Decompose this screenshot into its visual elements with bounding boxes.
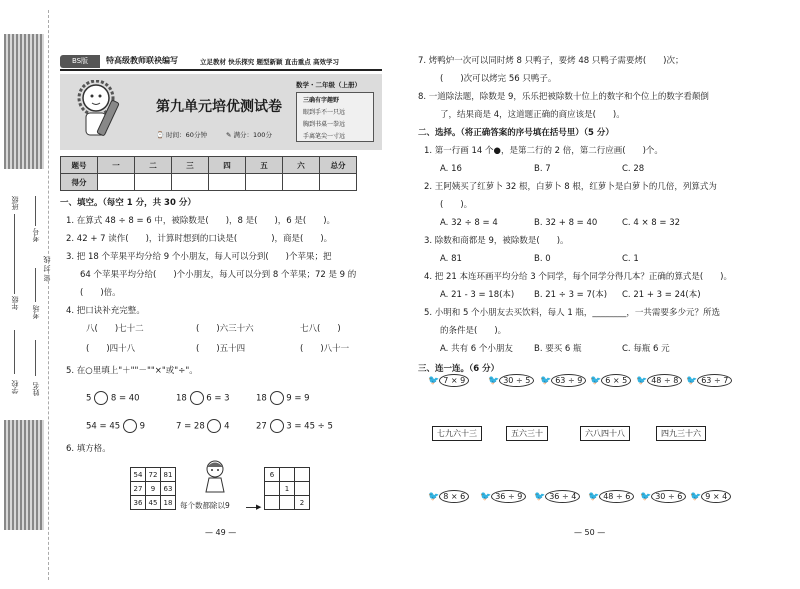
sidebar-label-grade: 年级 (11, 296, 19, 310)
rhyme-box[interactable]: 六八四十八 (580, 426, 630, 441)
operator-equation (256, 419, 333, 433)
exam-time-text: 时间：60分钟 (166, 131, 207, 139)
sidebar-blank-line (14, 214, 15, 254)
section-fill-blank: 一、填空。（每空 1 分，共 30 分） (60, 198, 196, 208)
operator-circle[interactable] (270, 419, 284, 433)
choice-option[interactable]: B. 32 + 8 = 40 (534, 218, 598, 228)
choice-question-3: 3. 除数和商都是 9，被除数是( )。 (424, 236, 569, 246)
choice-option[interactable]: C. 4 × 8 = 32 (622, 218, 681, 228)
choice-option[interactable]: C. 28 (622, 164, 645, 174)
score-cell: 四 (209, 157, 246, 174)
sidebar-hatch-bottom (4, 420, 44, 530)
sidebar-blank-line (35, 340, 36, 376)
choice-option[interactable]: B. 7 (534, 164, 551, 174)
choice-question-2-line2: ( )。 (440, 200, 473, 210)
expression-oval: 48 ÷ 8 (647, 374, 682, 387)
match-item[interactable] (428, 368, 469, 387)
operator-circle[interactable] (123, 419, 137, 433)
bird-icon: 🐦 (640, 492, 652, 502)
rhyme-item: 七八( ) (300, 324, 341, 334)
choice-question-1: 1. 第一行画 14 个●，是第二行的 2 倍，第二行应画( )个。 (424, 146, 663, 156)
binding-sidebar (0, 0, 51, 589)
section-choice: 二、选择。（将正确答案的序号填在括号里）（5 分） (418, 128, 614, 138)
expression-oval: 48 ÷ 6 (599, 490, 634, 503)
sidebar-blank-line (35, 196, 36, 226)
choice-option[interactable]: B. 21 ÷ 3 = 7(本) (534, 290, 608, 300)
star-icon: ✎ (226, 131, 232, 139)
score-table-score-row (61, 174, 357, 191)
expression-oval: 63 ÷ 9 (551, 374, 586, 387)
bird-icon: 🐦 (488, 376, 500, 386)
sidebar-label-school: 学校 (11, 380, 19, 394)
score-cell: 一 (98, 157, 135, 174)
choice-question-5-line2: 的条件是( )。 (440, 326, 507, 336)
expression-oval: 30 ÷ 6 (651, 490, 686, 503)
equation-right: 3 = 45 ÷ 5 (286, 421, 333, 432)
grid-input-cell[interactable] (295, 482, 310, 496)
match-item[interactable] (686, 368, 732, 387)
equation-left: 54 = 45 (86, 421, 121, 432)
rhyme-box[interactable]: 七九六十三 (432, 426, 482, 441)
match-item[interactable] (636, 368, 682, 387)
match-item[interactable] (640, 484, 686, 503)
match-item[interactable] (690, 484, 731, 503)
bird-icon: 🐦 (590, 376, 602, 386)
equation-left: 27 (256, 421, 267, 432)
rhyme-item: ( )六三十六 (196, 324, 254, 334)
rhyme-box[interactable]: 四九三十六 (656, 426, 706, 441)
question-1: 1. 在算式 48 ÷ 8 = 6 中，被除数是( )，8 是( )，6 是( )。 (66, 216, 336, 226)
section-matching: 三、连一连。（6 分） (418, 364, 500, 374)
score-cell: 总分 (320, 157, 357, 174)
question-7-line1: 7. 烤鸭炉一次可以同时烤 8 只鸭子，要烤 48 只鸭子需要烤( )次； (418, 56, 684, 66)
expression-oval: 30 ÷ 5 (499, 374, 534, 387)
arrow-icon: ▶ (256, 503, 262, 511)
grid-cell: 1 (280, 482, 295, 496)
equation-right: 8 = 40 (110, 393, 140, 404)
sidebar-blank-line (35, 268, 36, 302)
page-title: 第九单元培优测试卷 (156, 99, 282, 115)
grid-cell: 6 (265, 468, 280, 482)
bird-icon: 🐦 (428, 376, 440, 386)
question-3-line1: 3. 把 18 个苹果平均分给 9 个小朋友，每人可以分到( )个苹果；把 (66, 252, 332, 262)
match-item[interactable] (590, 368, 631, 387)
rhyme-item: ( )四十八 (86, 344, 136, 354)
fold-line (48, 10, 49, 580)
equation-right: 4 (224, 421, 230, 432)
score-input-cell[interactable] (172, 174, 209, 191)
bird-icon: 🐦 (428, 492, 440, 502)
equation-left: 18 (256, 393, 267, 404)
grid-caption: 每个数都除以9 (180, 501, 230, 510)
bird-icon: 🐦 (690, 492, 702, 502)
choice-option[interactable]: A. 共有 6 个小朋友 (440, 344, 513, 354)
edition-badge: BS版 (60, 55, 100, 68)
score-input-cell[interactable] (135, 174, 172, 191)
bird-icon: 🐦 (540, 376, 552, 386)
exam-time (156, 130, 207, 139)
rhyme-box[interactable]: 五六三十 (506, 426, 548, 441)
series-slogan: 立足教材 快乐探究 题型新颖 直击重点 高效学习 (200, 58, 340, 66)
score-input-cell[interactable] (246, 174, 283, 191)
choice-question-2-line1: 2. 王阿姨买了红萝卜 32 根，白萝卜 8 根，红萝卜是白萝卜的几倍，列算式为 (424, 182, 717, 192)
series-title: 特高级教师联袂编写 (106, 56, 178, 65)
score-table-header-row (61, 157, 357, 174)
question-3-line2: 64 个苹果平均分给( )个小朋友，每人可以分到 8 个苹果；72 是 9 的 (80, 270, 357, 280)
motto-box (296, 92, 374, 142)
score-cell: 题号 (61, 157, 98, 174)
expression-oval: 63 ÷ 7 (697, 374, 732, 387)
bird-icon: 🐦 (686, 376, 698, 386)
grid-cell: 9 (146, 482, 161, 496)
match-item[interactable] (488, 368, 534, 387)
sidebar-label-room: 考场 (32, 305, 40, 319)
grid-input-cell[interactable] (265, 496, 280, 510)
score-cell: 二 (135, 157, 172, 174)
rhyme-item: ( )五十四 (196, 344, 246, 354)
choice-option[interactable]: A. 16 (440, 164, 462, 174)
grid-cell: 36 (131, 496, 146, 510)
question-6: 6. 填方格。 (66, 444, 111, 454)
expression-oval: 36 ÷ 4 (545, 490, 580, 503)
bird-icon: 🐦 (588, 492, 600, 502)
motto-line: 胸到书桌一拳远 (303, 121, 346, 128)
choice-option[interactable]: A. 81 (440, 254, 462, 264)
grid-cell: 2 (295, 496, 310, 510)
match-item[interactable] (588, 484, 634, 503)
expression-oval: 6 × 5 (601, 374, 631, 387)
sidebar-label-class: 班级 (11, 196, 19, 210)
grid-input-cell[interactable] (280, 496, 295, 510)
operator-equation (256, 391, 310, 405)
match-item[interactable] (534, 484, 580, 503)
sidebar-blank-line (14, 254, 15, 294)
question-2: 2. 42 + 7 读作( )，计算时想到的口诀是( )，商是( )。 (66, 234, 333, 244)
equation-right: 9 (139, 421, 145, 432)
motto-line: 眼到手不一只远 (303, 109, 346, 116)
source-grid (130, 467, 176, 510)
motto-line: 手离笔尖一寸远 (303, 133, 346, 140)
question-8-line2: 了，结果商是 4，这道题正确的商应该是( )。 (440, 110, 625, 120)
sidebar-label-name: 姓名 (32, 382, 40, 396)
score-input-cell[interactable] (209, 174, 246, 191)
equation-left: 5 (86, 393, 92, 404)
expression-oval: 7 × 9 (439, 374, 469, 387)
match-item[interactable] (480, 484, 526, 503)
full-score (226, 130, 272, 139)
score-cell: 五 (246, 157, 283, 174)
choice-option[interactable]: A. 32 ÷ 8 = 4 (440, 218, 498, 228)
score-input-cell[interactable] (320, 174, 357, 191)
question-4: 4. 把口诀补充完整。 (66, 306, 145, 316)
choice-question-4: 4. 把 21 本连环画平均分给 3 个同学，每个同学分得几本？正确的算式是( )。 (424, 272, 732, 282)
expression-oval: 8 × 6 (439, 490, 469, 503)
expression-oval: 36 ÷ 9 (491, 490, 526, 503)
grid-input-cell[interactable] (295, 468, 310, 482)
score-cell: 得分 (61, 174, 98, 191)
question-5: 5. 在○里填上"＋""－""×"或"÷"。 (66, 366, 198, 376)
grid-cell: 54 (131, 468, 146, 482)
choice-option[interactable]: B. 0 (534, 254, 551, 264)
clock-icon: ⌚ (156, 131, 165, 139)
page-number-left: — 49 — (205, 528, 237, 537)
operator-equation (176, 419, 230, 433)
grid-cell: 18 (161, 496, 176, 510)
grid-input-cell[interactable] (280, 468, 295, 482)
operator-circle[interactable] (94, 391, 108, 405)
grade-label: 数学・二年级（上册） (296, 81, 361, 89)
grid-input-cell[interactable] (265, 482, 280, 496)
equation-left: 7 = 28 (176, 421, 205, 432)
operator-equation (86, 419, 145, 433)
question-7-line2: ( )次可以烤完 56 只鸭子。 (440, 74, 557, 84)
operator-equation (176, 391, 230, 405)
operator-circle[interactable] (207, 419, 221, 433)
choice-option[interactable]: C. 每瓶 6 元 (622, 344, 670, 354)
grid-cell: 63 (161, 482, 176, 496)
sidebar-seal-line: 密 封 线 (43, 256, 51, 282)
grid-cell: 81 (161, 468, 176, 482)
grid-cell: 72 (146, 468, 161, 482)
rhyme-item: ( )八十一 (300, 344, 350, 354)
operator-circle[interactable] (190, 391, 204, 405)
grid-cell: 45 (146, 496, 161, 510)
motto-title: 三确有字趣野 (303, 97, 340, 104)
page-number-right: — 50 — (574, 528, 606, 537)
score-cell: 六 (283, 157, 320, 174)
score-input-cell[interactable] (98, 174, 135, 191)
score-table (60, 156, 357, 191)
score-input-cell[interactable] (283, 174, 320, 191)
full-score-text: 满分：100分 (233, 131, 272, 139)
sidebar-label-exam-no: 考号 (32, 228, 40, 242)
bird-icon: 🐦 (480, 492, 492, 502)
sidebar-hatch-top (4, 34, 44, 169)
match-item[interactable] (540, 368, 586, 387)
question-3-line3: ( )倍。 (80, 288, 121, 298)
choice-question-5-line1: 5. 小明和 5 个小朋友去买饮料，每人 1 瓶，________，一共需要多少元？所选 (424, 308, 720, 318)
score-cell: 三 (172, 157, 209, 174)
header-rule (60, 69, 382, 71)
choice-option[interactable]: A. 21 - 3 = 18(本) (440, 290, 515, 300)
operator-circle[interactable] (270, 391, 284, 405)
grid-cell: 27 (131, 482, 146, 496)
match-item[interactable] (428, 484, 469, 503)
bird-icon: 🐦 (534, 492, 546, 502)
bird-icon: 🐦 (636, 376, 648, 386)
question-8-line1: 8. 一道除法题，除数是 9，乐乐把被除数十位上的数字和个位上的数字看颠倒 (418, 92, 709, 102)
expression-oval: 9 × 4 (701, 490, 731, 503)
operator-equation (86, 391, 140, 405)
equation-right: 6 = 3 (206, 393, 230, 404)
girl-icon (200, 458, 230, 494)
choice-option[interactable]: C. 1 (622, 254, 639, 264)
rhyme-item: 八( )七十二 (86, 324, 144, 334)
mascot-icon (72, 80, 124, 142)
sidebar-blank-line (14, 330, 15, 374)
choice-option[interactable]: C. 21 + 3 = 24(本) (622, 290, 701, 300)
equation-left: 18 (176, 393, 187, 404)
result-grid (264, 467, 310, 510)
choice-option[interactable]: B. 要买 6 瓶 (534, 344, 582, 354)
equation-right: 9 = 9 (286, 393, 310, 404)
